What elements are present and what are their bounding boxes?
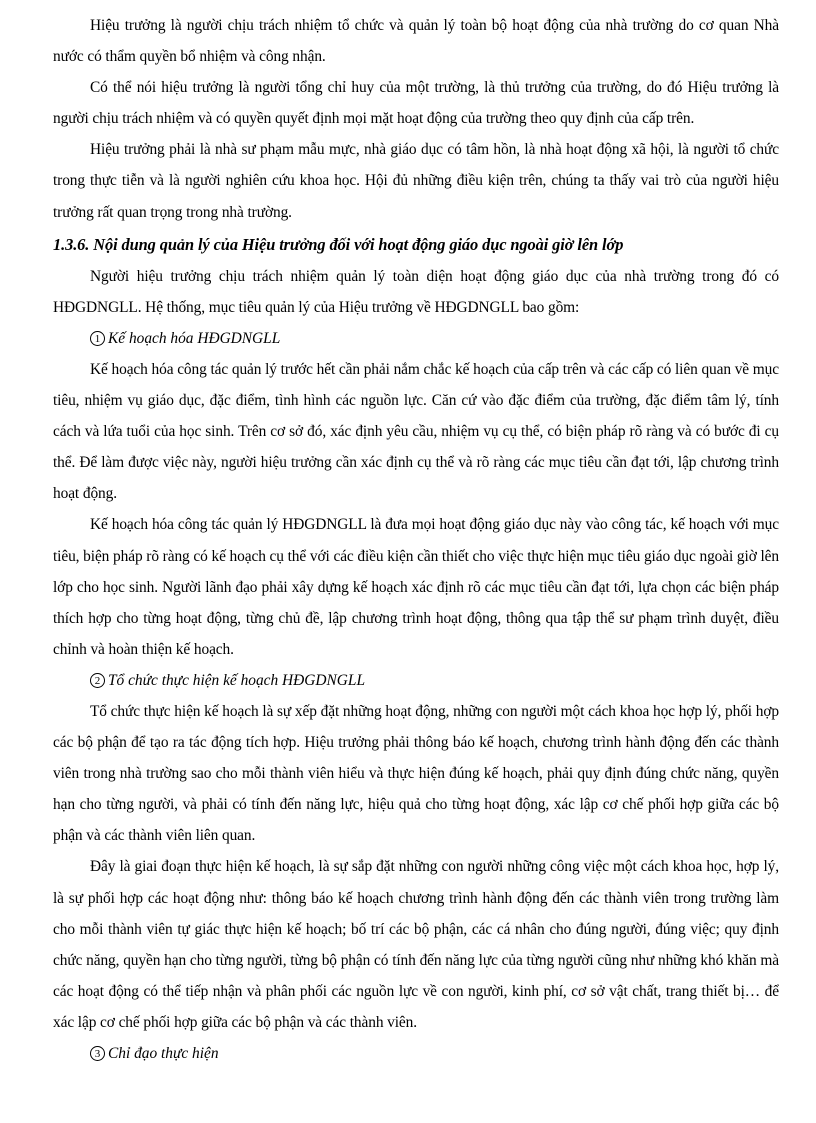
paragraph: Kế hoạch hóa công tác quản lý trước hết cần phải nắm chắc kế hoạch của cấp trên và các cấp có liên quan về mục tiêu, nhiệm vụ giáo dục, đặc điểm, tình hình các nguồn lực. Căn cứ vào đặc điểm của trường, đặc điểm tâm lý, tính cách và lứa tuổi của học sinh. Trên cơ sở đó, xác định yêu cầu, nhiệm vụ cụ thể, có biện pháp rõ ràng và có bước đi cụ thể. Để làm được việc này, người hiệu trưởng cần xác định cụ thể và rõ ràng các mục tiêu cần đạt tới, lập chương trình hoạt động. — [53, 360, 779, 503]
list-item-title-text: Chỉ đạo thực hiện — [108, 1045, 219, 1062]
list-item-title-text: Kế hoạch hóa HĐGDNGLL — [108, 329, 281, 347]
section-intro: Người hiệu trưởng chịu trách nhiệm quản lý toàn diện hoạt động giáo dục của nhà trường trong đó có HĐGDNGLL. Hệ thống, mục tiêu quản lý của Hiệu trưởng về HĐGDNGLL bao gồm: — [53, 267, 779, 316]
paragraph: Tổ chức thực hiện kế hoạch là sự xếp đặt những hoạt động, những con người một cách khoa học hợp lý, phối hợp các bộ phận để tạo ra tác động tích hợp. Hiệu trưởng phải thông báo kế hoạch, chương trình hành động đến các thành viên trong nhà trường sao cho mỗi thành viên hiểu và thực hiện đúng kế hoạch, phải quy định đúng chức năng, quyền hạn cho từng người, và phải có tính đến năng lực, hiệu quả cho từng hoạt động, xác lập cơ chế phối hợp giữa các bộ phận và các thành viên liên quan. — [53, 702, 779, 845]
list-item-title-text: Tổ chức thực hiện kế hoạch HĐGDNGLL — [108, 671, 366, 689]
circled-number-marker: 3 — [90, 1046, 105, 1061]
list-item-title — [53, 1038, 779, 1069]
circled-number-marker: 1 — [90, 331, 105, 346]
circled-number-marker: 2 — [90, 673, 105, 688]
paragraph: Hiệu trưởng phải là nhà sư phạm mẫu mực, nhà giáo dục có tâm hồn, là nhà hoạt động xã hội, là người tổ chức trong thực tiễn và là người nghiên cứu khoa học. Hội đủ những điều kiện trên, chúng ta thấy vai trò của người hiệu trưởng rất quan trọng trong nhà trường. — [53, 141, 779, 221]
paragraph: Kế hoạch hóa công tác quản lý HĐGDNGLL là đưa mọi hoạt động giáo dục này vào công tác, kế hoạch với mục tiêu, biện pháp rõ ràng có kế hoạch cụ thể với các điều kiện cần thiết cho việc thực hiện mục tiêu giáo dục ngoài giờ lên lớp cho học sinh. Người lãnh đạo phải xây dựng kế hoạch xác định rõ các mục tiêu cần đạt tới, lựa chọn các biện pháp thích hợp cho từng hoạt động, từng chủ đề, lập chương trình hoạt động, thông qua tập thể sư phạm trình duyệt, điều chỉnh và hoàn thiện kế hoạch. — [53, 516, 779, 658]
list-item-title — [53, 665, 779, 696]
paragraph: Hiệu trưởng là người chịu trách nhiệm tổ chức và quản lý toàn bộ hoạt động của nhà trường do cơ quan Nhà nước có thẩm quyền bổ nhiệm và công nhận. — [53, 17, 779, 66]
document-page — [53, 10, 779, 1069]
section-heading: 1.3.6. Nội dung quản lý của Hiệu trưởng đối với hoạt động giáo dục ngoài giờ lên lớp — [53, 234, 624, 254]
paragraph: Đây là giai đoạn thực hiện kế hoạch, là sự sắp đặt những con người những công việc một cách khoa học, hợp lý, là sự phối hợp các hoạt động như: thông báo kế hoạch chương trình hành động đến các thành viên trong trường làm cho mỗi thành viên tự giác thực hiện kế hoạch; bố trí các bộ phận, các cá nhân cho đúng người, đúng việc; quy định chức năng, quyền hạn cho từng người, từng bộ phận có tính đến năng lực của từng người cũng như những khó khăn mà các hoạt động có thể tiếp nhận và phân phối các nguồn lực về con người, kinh phí, cơ sở vật chất, trang thiết bị… để xác lập cơ chế phối hợp giữa các bộ phận và các thành viên. — [53, 858, 779, 1031]
paragraph: Có thể nói hiệu trưởng là người tổng chỉ huy của một trường, là thủ trưởng của trường, do đó Hiệu trưởng là người chịu trách nhiệm và có quyền quyết định mọi mặt hoạt động của trường theo quy định của cấp trên. — [53, 79, 779, 128]
list-item-title — [53, 323, 779, 354]
